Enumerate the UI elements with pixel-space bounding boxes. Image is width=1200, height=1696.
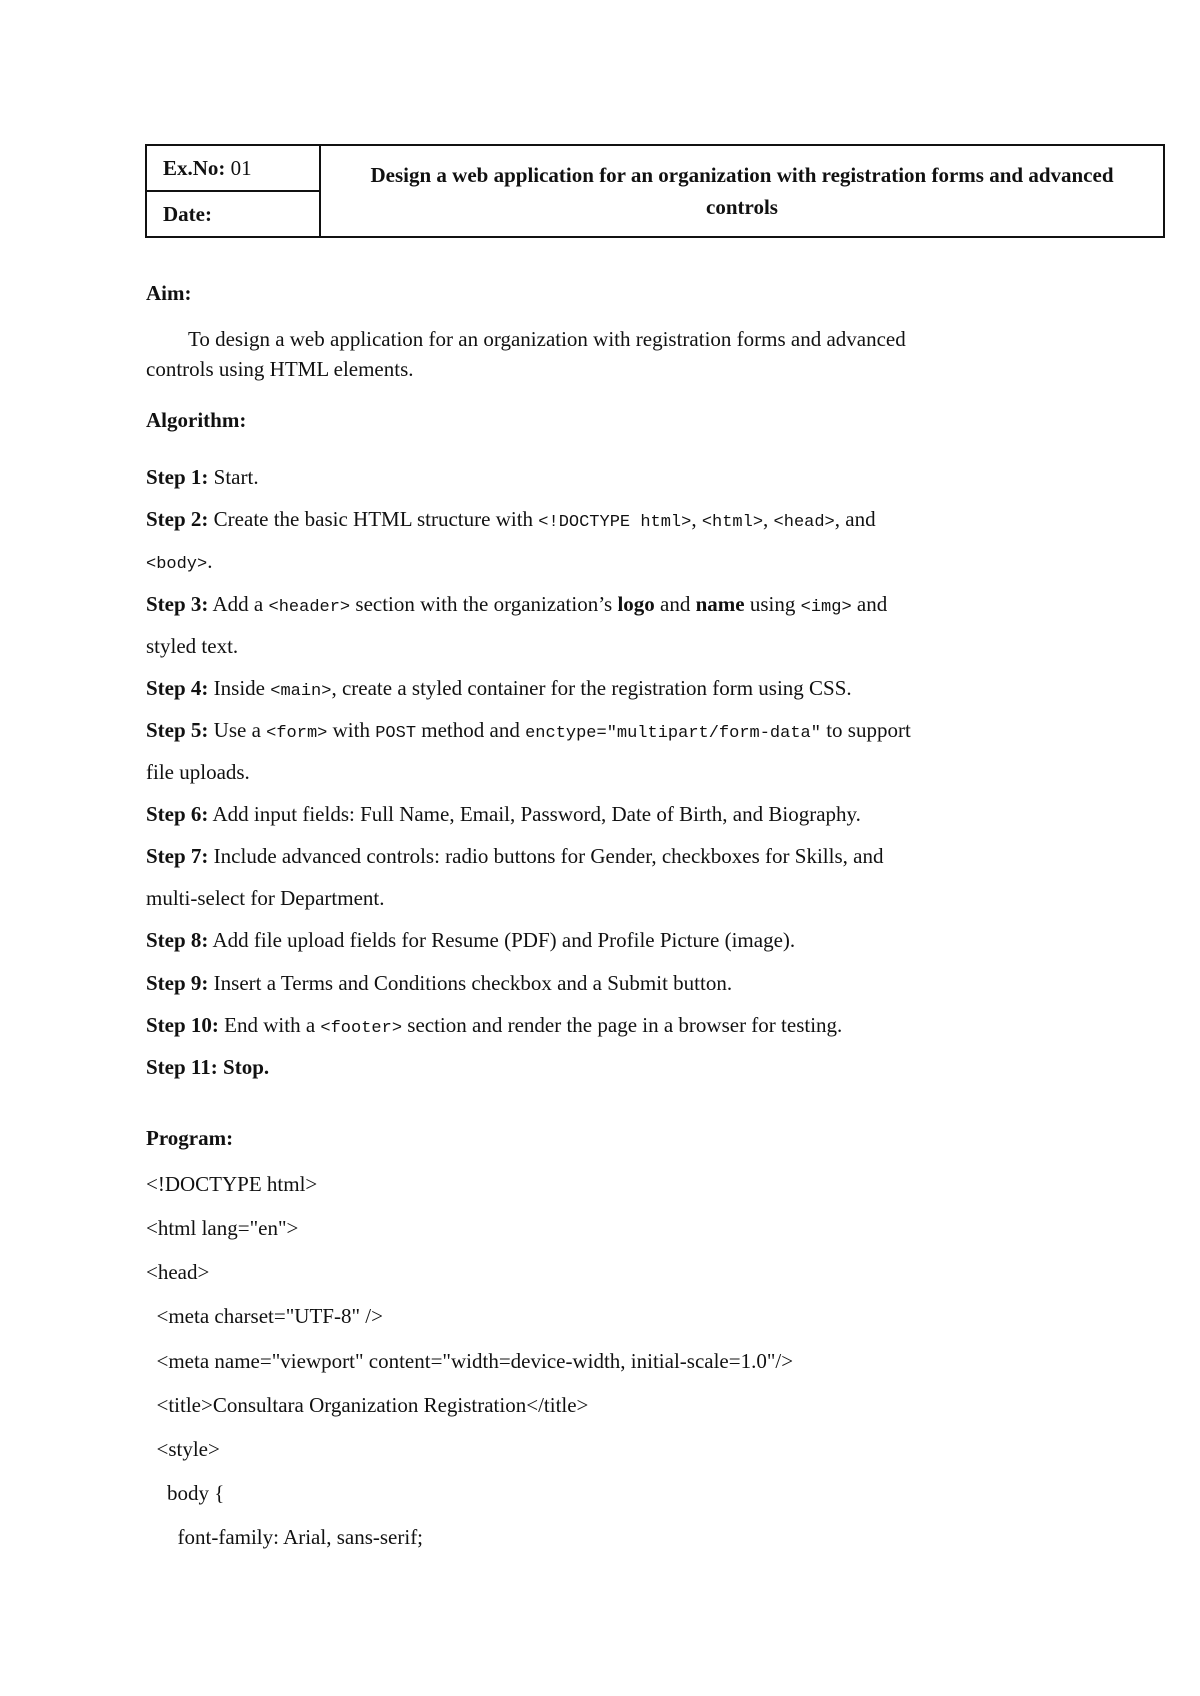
algorithm-heading: Algorithm: xyxy=(146,408,247,432)
date-label: Date: xyxy=(163,201,212,226)
step-text: Create the basic HTML structure with xyxy=(213,507,534,531)
ex-no-value: 01 xyxy=(230,155,252,180)
inline-code: <head> xyxy=(773,513,835,532)
aim-text-line-1: To design a web application for an organization with registration forms and advanced xyxy=(188,327,906,351)
step-label: Step 6: xyxy=(146,802,209,826)
step-text: Add input fields: Full Name, Email, Password, Date of Birth, and Biography. xyxy=(212,802,861,826)
step-text: using xyxy=(749,592,796,616)
step-text: and xyxy=(660,592,691,616)
step-text: , create a styled container for the registration form using CSS. xyxy=(331,676,852,700)
code-line: body { xyxy=(146,1481,225,1505)
step-9 xyxy=(146,971,732,996)
inline-code: <html> xyxy=(701,513,764,532)
inline-code: <body> xyxy=(146,555,208,574)
step-text: , xyxy=(763,507,769,531)
step-text: , and xyxy=(834,507,876,531)
inline-code: <img> xyxy=(800,598,852,617)
inline-code: <!DOCTYPE html> xyxy=(538,513,692,532)
inline-code: <header> xyxy=(268,598,351,617)
step-label: Step 8: xyxy=(146,928,209,952)
step-label: Step 10: xyxy=(146,1013,219,1037)
step-7 xyxy=(146,844,883,869)
bold-word: logo xyxy=(617,592,655,616)
step-text: , xyxy=(691,507,697,531)
step-text: . xyxy=(207,549,213,573)
step-text: with xyxy=(332,718,370,742)
step-2-continuation xyxy=(146,549,212,574)
step-label: Step 1: xyxy=(146,465,209,489)
step-2 xyxy=(146,507,876,532)
aim-text-line-2: controls using HTML elements. xyxy=(146,357,414,381)
inline-code: enctype="multipart/form-data" xyxy=(525,724,821,743)
step-text: Start. xyxy=(213,465,259,489)
step-text: End with a xyxy=(224,1013,316,1037)
inline-code: <main> xyxy=(270,682,332,701)
step-label: Step 11: xyxy=(146,1055,218,1079)
experiment-header-table xyxy=(145,144,1165,238)
code-line: <style> xyxy=(146,1437,220,1461)
date-cell xyxy=(146,191,320,237)
step-label: Step 3: xyxy=(146,592,209,616)
step-1 xyxy=(146,465,259,490)
step-label: Step 9: xyxy=(146,971,209,995)
code-line: font-family: Arial, sans-serif; xyxy=(146,1525,424,1549)
code-line: <meta charset="UTF-8" /> xyxy=(146,1304,383,1328)
step-6 xyxy=(146,802,861,827)
bold-word: name xyxy=(695,592,745,616)
inline-code: <footer> xyxy=(320,1019,403,1038)
step-text: method and xyxy=(421,718,520,742)
step-label: Step 2: xyxy=(146,507,209,531)
step-text: Add a xyxy=(212,592,264,616)
step-10 xyxy=(146,1013,842,1038)
step-text: to support xyxy=(826,718,911,742)
step-5-continuation: file uploads. xyxy=(146,760,250,784)
inline-code: <form> xyxy=(266,724,328,743)
step-3 xyxy=(146,592,887,617)
step-text: Inside xyxy=(213,676,265,700)
step-text: Include advanced controls: radio buttons for Gender, checkboxes for Skills, and xyxy=(213,844,884,868)
step-label: Step 4: xyxy=(146,676,209,700)
inline-code: POST xyxy=(375,724,417,743)
step-7-continuation: multi-select for Department. xyxy=(146,886,385,910)
program-heading: Program: xyxy=(146,1126,234,1150)
step-3-continuation: styled text. xyxy=(146,634,239,658)
step-text: section with the organization’s xyxy=(355,592,613,616)
step-4 xyxy=(146,676,852,701)
step-label: Step 7: xyxy=(146,844,209,868)
step-text: Stop. xyxy=(223,1055,270,1079)
step-text: section and render the page in a browser for testing. xyxy=(407,1013,843,1037)
step-5 xyxy=(146,718,911,743)
code-line: <meta name="viewport" content="width=device-width, initial-scale=1.0"/> xyxy=(146,1349,794,1373)
code-line: <title>Consultara Organization Registration</title> xyxy=(146,1393,589,1417)
step-text: and xyxy=(856,592,888,616)
step-text: Use a xyxy=(213,718,261,742)
code-line: <head> xyxy=(146,1260,210,1284)
step-11 xyxy=(146,1055,269,1080)
step-text: Add file upload fields for Resume (PDF) and Profile Picture (image). xyxy=(212,928,796,952)
experiment-title: Design a web application for an organization with registration forms and advanced controls xyxy=(320,145,1164,237)
step-label: Step 5: xyxy=(146,718,209,742)
aim-heading: Aim: xyxy=(146,281,192,305)
code-line: <html lang="en"> xyxy=(146,1216,299,1240)
step-8 xyxy=(146,928,795,953)
ex-no-label: Ex.No: xyxy=(163,155,226,180)
ex-no-cell xyxy=(146,145,320,191)
code-line: <!DOCTYPE html> xyxy=(146,1172,318,1196)
step-text: Insert a Terms and Conditions checkbox and a Submit button. xyxy=(213,971,733,995)
